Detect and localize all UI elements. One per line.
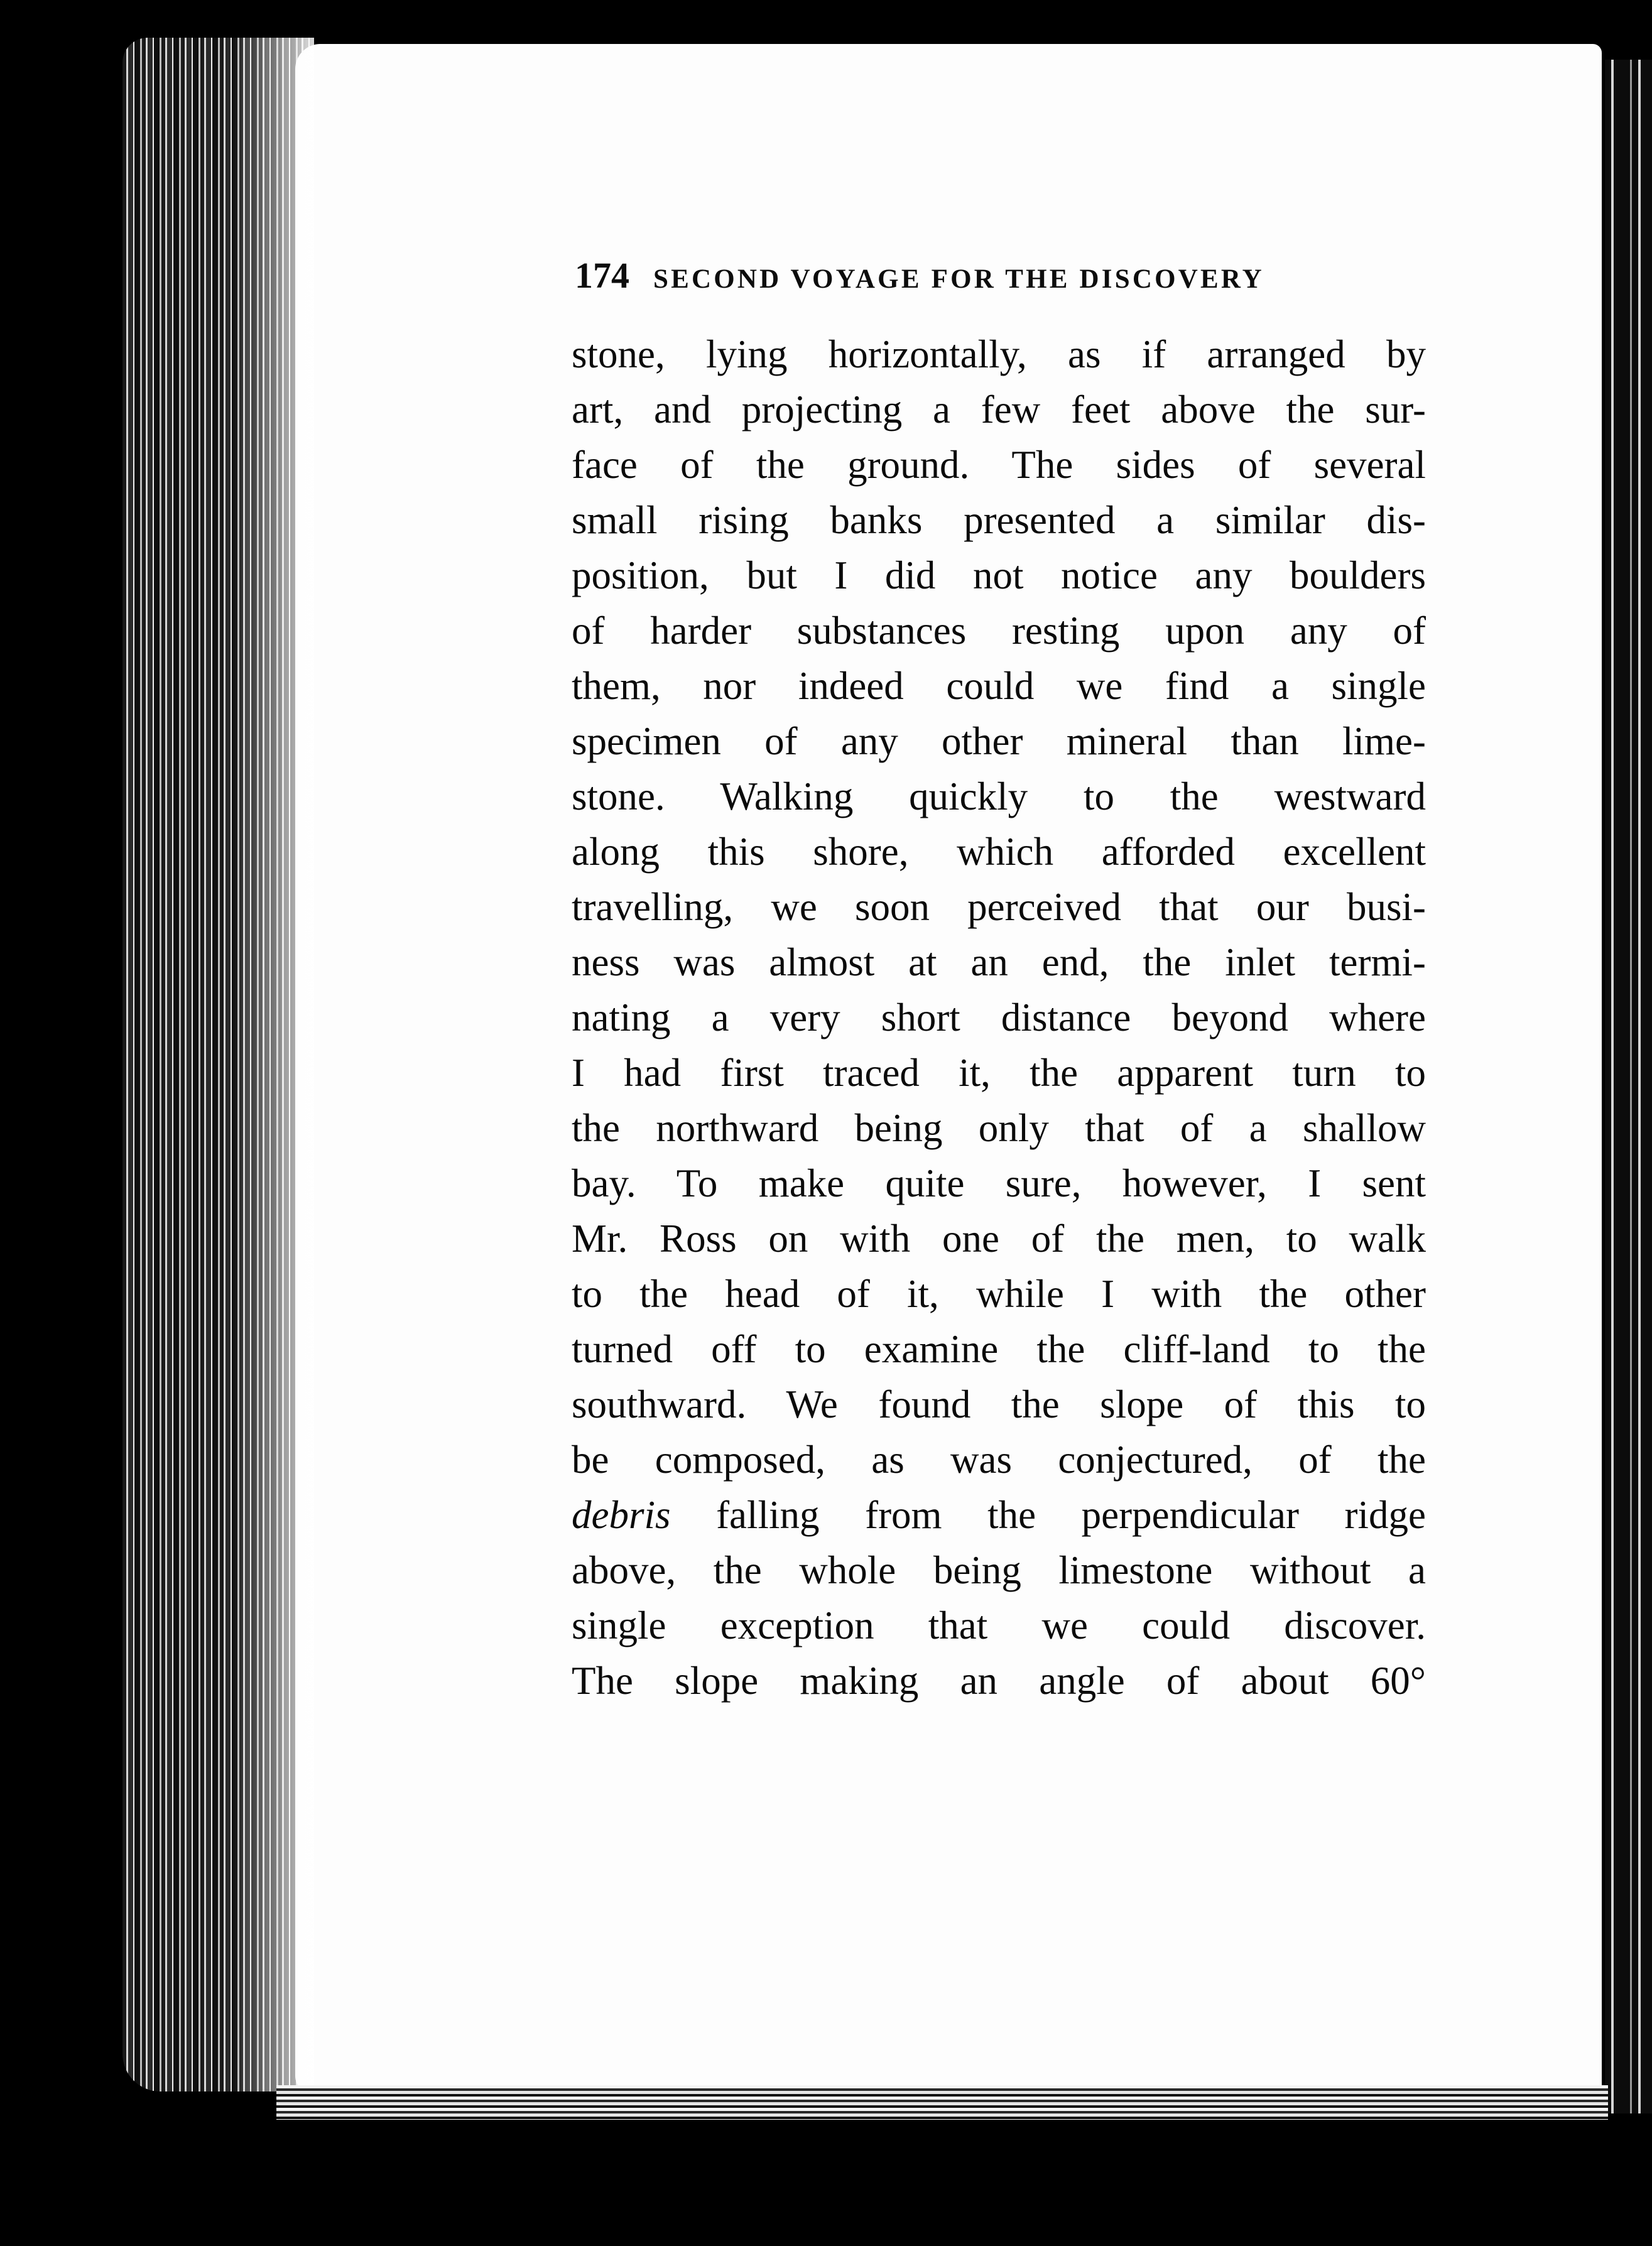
page-edge-shadow [232,38,314,2091]
text-line: of harder substances resting upon any of [572,609,1426,653]
text-line: specimen of any other mineral than lime- [572,719,1426,763]
text-line: travelling, we soon perceived that our busi- [572,885,1426,929]
text-line: small rising banks presented a similar dis- [572,498,1426,542]
text-line: Mr. Ross on with one of the men, to walk [572,1217,1426,1261]
text-line: I had first traced it, the apparent turn to [572,1051,1426,1095]
text-line: nating a very short distance beyond where [572,996,1426,1039]
text-line: turned off to examine the cliff-land to the [572,1327,1426,1371]
text-line-with-italic [572,1487,1426,1543]
body-text [572,327,1426,1708]
text-line: face of the ground. The sides of several [572,443,1426,487]
text-line: be composed, as was conjectured, of the [572,1438,1426,1482]
text-line: southward. We found the slope of this to [572,1382,1426,1426]
text-line: to the head of it, while I with the other [572,1272,1426,1316]
page-edge-right [1605,60,1652,2113]
page-edge-bottom [276,2085,1608,2120]
text-line: stone. Walking quickly to the westward [572,774,1426,818]
text-line: the northward being only that of a shallow [572,1106,1426,1150]
page-number: 174 [575,255,629,296]
text-line: them, nor indeed could we find a single [572,664,1426,708]
text-line: art, and projecting a few feet above the sur- [572,388,1426,431]
text-line: single exception that we could discover. [572,1603,1426,1647]
text-line: along this shore, which afforded excellent [572,830,1426,874]
text-line: stone, lying horizontally, as if arranged by [572,332,1426,376]
text-line: ness was almost at an end, the inlet termi- [572,940,1426,984]
running-head [575,254,1429,305]
text-line: bay. To make quite sure, however, I sent [572,1161,1426,1205]
text-line: above, the whole being limestone without a [572,1548,1426,1592]
italic-word: debris [572,1493,671,1537]
text-line-rest: falling from the perpendicular ridge [716,1493,1426,1537]
running-title: SECOND VOYAGE FOR THE DISCOVERY [653,264,1264,294]
text-line: position, but I did not notice any boulders [572,553,1426,597]
text-line: The slope making an angle of about 60° [572,1659,1426,1703]
